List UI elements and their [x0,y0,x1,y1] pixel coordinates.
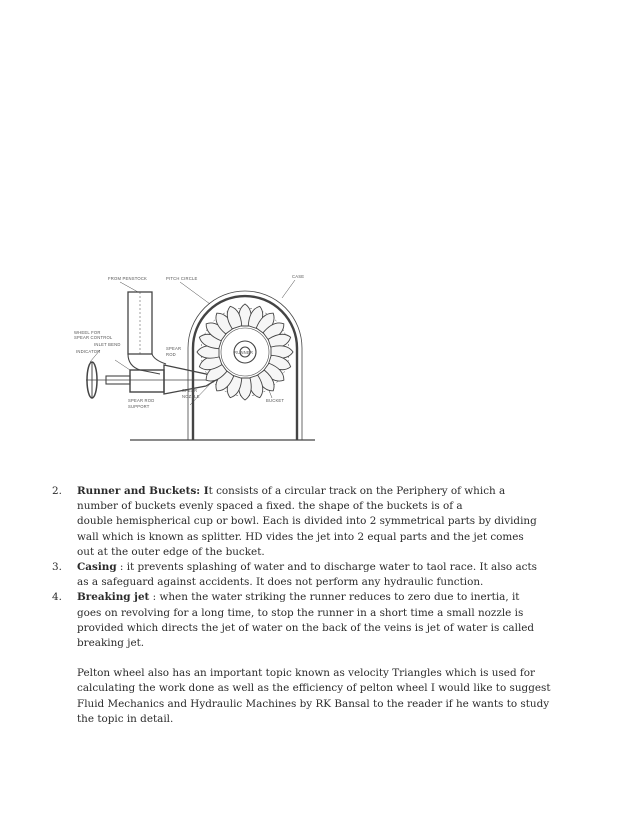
label-spear: SPEAR [182,388,198,393]
item-text: provided which directs the jet of water on the back of the veins is jet of water is called [77,621,535,634]
paragraph-line: the topic in detail. [77,712,174,725]
item-text: goes on revolving for a long time, to stop the runner in a short time a small nozzle is [77,606,524,619]
paragraph-line: Fluid Mechanics and Hydraulic Machines by RK Bansal to the reader if he wants to study [77,697,550,710]
item-text: double hemispherical cup or bowl. Each is divided into 2 symmetrical parts by dividing [77,515,537,528]
label-indicator: INDICATOR [76,349,101,354]
list-item-runner-buckets [52,484,592,560]
item-text: breaking jet. [77,637,145,650]
label-pitch-circle: PITCH CIRCLE [166,276,198,281]
item-number: 3. [52,561,62,574]
item-heading: Runner and Buckets: I [77,485,209,497]
label-case: CASE [292,274,305,279]
label-spear-control: SPEAR CONTROL [74,335,113,340]
list-item-casing [52,560,592,590]
label-inlet-bend: INLET BEND [94,342,121,347]
item-heading: Casing [77,561,117,574]
item-text: : when the water striking the runner reduces to zero due to inertia, it [149,591,520,604]
pelton-wheel-diagram [70,270,330,460]
label-wheel-for: WHEEL FOR [74,330,101,335]
label-runner: RUNNER [234,350,254,355]
item-text: as a safeguard against accidents. It does not perform any hydraulic function. [77,576,484,589]
item-heading: Breaking jet [77,591,150,604]
label-nozzle: NOZZLE [182,394,200,399]
label-spear-rod-support-2: SUPPORT [128,404,150,409]
label-bucket: BUCKET [266,398,285,403]
item-text: : it prevents splashing of water and to discharge water to taol race. It also acts [116,561,537,574]
document-body [52,484,592,727]
item-number: 4. [52,591,62,604]
list-item-breaking-jet [52,590,592,651]
item-text: t consists of a circular track on the Periphery of which a [208,485,506,497]
paragraph-line: Pelton wheel also has an important topic known as velocity Triangles which is used for [77,667,535,680]
label-spear-rod-upper: SPEAR [166,346,182,351]
item-number: 2. [52,485,62,497]
item-text: out at the outer edge of the bucket. [77,545,265,558]
item-text: wall which is known as splitter. HD vides the jet into 2 equal parts and the jet comes [77,530,524,543]
label-from-penstock: FROM PENSTOCK [108,276,148,281]
paragraph-line: calculating the work done as well as the efficiency of pelton wheel I would like to suggest [77,682,551,695]
label-spear-rod-lower: ROD [166,352,176,357]
closing-paragraph [52,666,592,727]
label-spear-rod-support-1: SPEAR ROD [128,398,155,403]
item-text: number of buckets evenly spaced a fixed. the shape of the buckets is of a [77,500,463,513]
